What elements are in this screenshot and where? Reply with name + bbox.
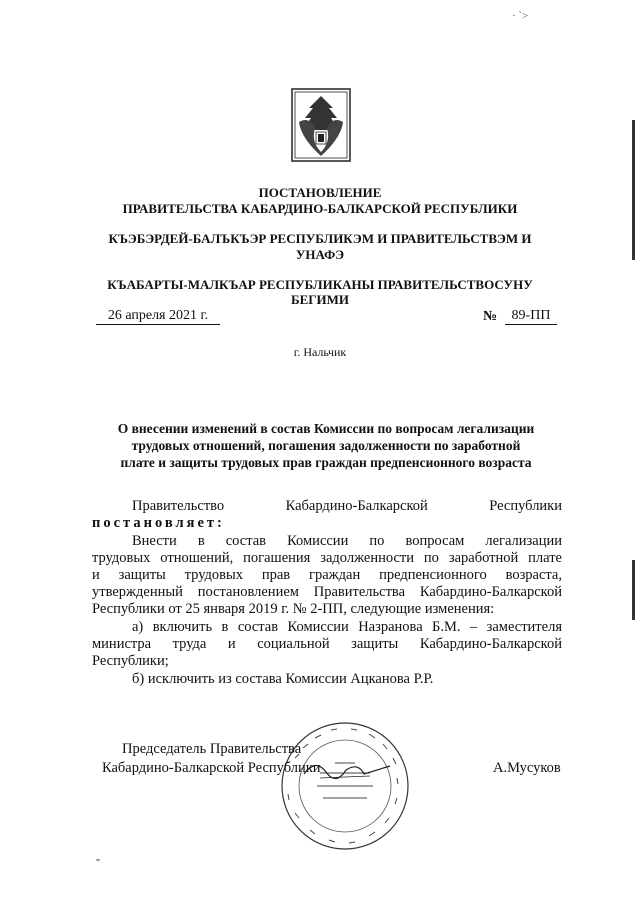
paragraph-line: и защиты трудовых прав граждан предпенсионного возраста, <box>92 567 562 583</box>
subject-title <box>92 420 560 471</box>
preamble-word: Кабардино-Балкарской <box>285 498 428 514</box>
issuer-balkar-line-1: КЪАБАРТЫ-МАЛКЪАР РЕСПУБЛИКАНЫ ПРАВИТЕЛЬСТВОСУНУ <box>107 277 533 292</box>
preamble-word: Правительство <box>132 498 225 514</box>
scan-edge-mark <box>632 560 635 620</box>
subject-line: трудовых отношений, погашения задолженности по заработной <box>131 438 521 453</box>
coat-of-arms-icon <box>291 88 351 162</box>
item-line: министра труда и социальной защиты Кабардино-Балкарской <box>92 636 562 652</box>
document-date: 26 апреля 2021 г. <box>96 307 220 325</box>
document-number: 89-ПП <box>505 307 557 325</box>
preamble-word: Республики <box>489 498 562 514</box>
handwritten-signature <box>300 748 400 788</box>
scan-edge-mark <box>632 120 635 260</box>
subject-line: плате и защиты трудовых прав граждан предпенсионного возраста <box>120 455 532 470</box>
paragraph-line: Внести в состав Комиссии по вопросам легализации <box>132 533 562 549</box>
paragraph-line: Республики от 25 января 2019 г. № 2-ПП, следующие изменения: <box>92 601 495 617</box>
preamble <box>92 498 562 532</box>
paragraph-1 <box>92 533 562 618</box>
issuer-kabardian-line-2: УНАФЭ <box>295 247 345 262</box>
item-b <box>92 671 562 688</box>
signatory-title-line-2: Кабардино-Балкарской Республики <box>102 760 321 776</box>
city: г. Нальчик <box>293 345 347 359</box>
item-line: б) исключить из состава Комиссии Ацканова Р.Р. <box>132 671 434 687</box>
document-type: ПОСТАНОВЛЕНИЕ <box>258 185 382 200</box>
issuer-kabardian-line-1: КЪЭБЭРДЕЙ-БАЛЪКЪЭР РЕСПУБЛИКЭМ И ПРАВИТЕЛЬСТВЭМ И <box>108 231 532 246</box>
scan-mark: " <box>96 858 101 869</box>
item-a <box>92 619 562 670</box>
issuer: ПРАВИТЕЛЬСТВА КАБАРДИНО-БАЛКАРСКОЙ РЕСПУБЛИКИ <box>122 201 518 216</box>
number-sign: № <box>483 309 498 324</box>
paragraph-line: утвержденный постановлением Правительства Кабардино-Балкарской <box>92 584 562 600</box>
signatory-name: А.Мусуков <box>493 760 561 776</box>
subject-line: О внесении изменений в состав Комиссии по вопросам легализации <box>117 421 535 436</box>
issuer-balkar-line-2: БЕГИМИ <box>290 292 350 307</box>
signatory-title-line-1: Председатель Правительства <box>122 741 302 757</box>
resolves-word: постановляет: <box>92 515 225 531</box>
paragraph-line: трудовых отношений, погашения задолженности по заработной плате <box>92 550 562 566</box>
item-line: а) включить в состав Комиссии Назранова Б.М. – заместителя <box>132 619 562 635</box>
scan-mark: · ˋ> <box>512 10 529 22</box>
item-line: Республики; <box>92 653 169 669</box>
